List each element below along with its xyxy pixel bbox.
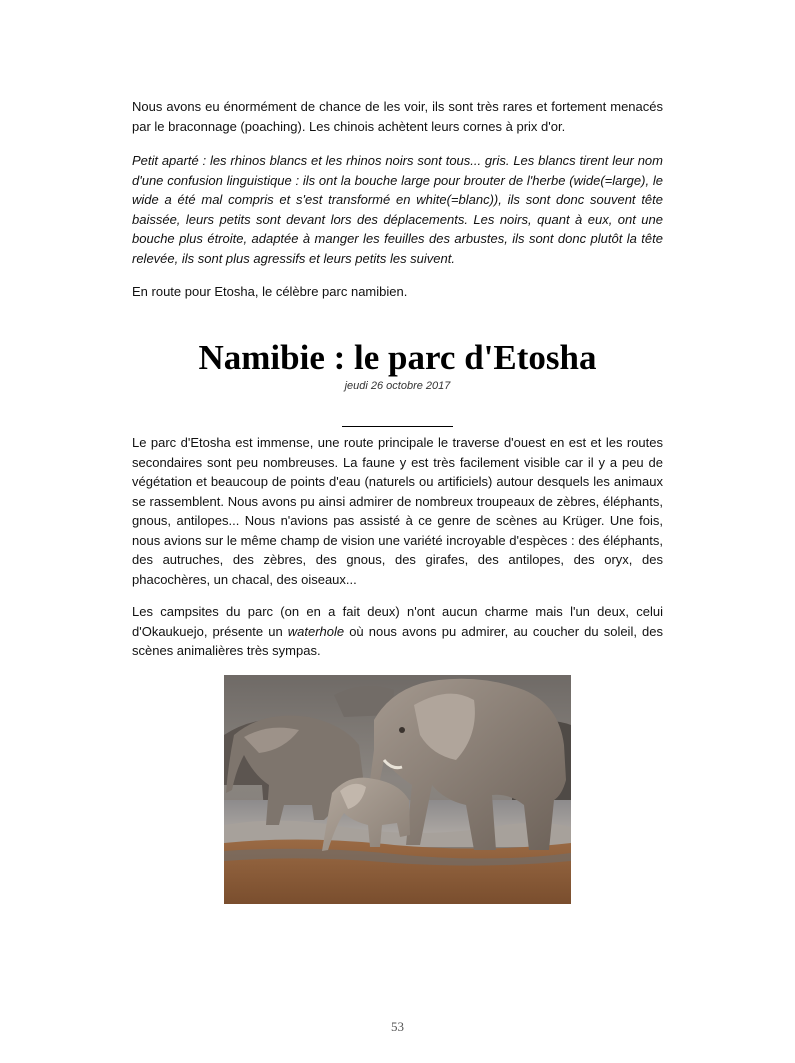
page-number: 53 [391, 1019, 404, 1034]
title-divider [342, 426, 453, 427]
paragraph-rhino-aside: Petit aparté : les rhinos blancs et les rhinos noirs sont tous... gris. Les blancs tirent leur nom d'une confusion linguistique : ils ont la bouche large pour brouter de l'herbe (wide(=large), le wide a été mal compris et s'est transformé en white(=blanc)), ils sont donc souvent tête baissée, leurs petits sont devant lors des déplacements. Les noirs, quant à eux, ont une bouche plus étroite, adaptée à manger les feuilles des arbustes, ils sont donc plutôt la tête relevée, ils sont plus agressifs et leurs petits les suivent. [132, 153, 663, 266]
paragraph-etosha-park: Le parc d'Etosha est immense, une route principale le traverse d'ouest en est et les routes secondaires sont peu nombreuses. La faune y est très facilement visible car il y a peu de végétation et beaucoup de points d'eau (naturels ou artificiels) autour desquels les animaux se rassemblent. Nous avons pu ainsi admirer de nombreux troupeaux de zèbres, éléphants, gnous, antilopes... Nous n'avions pas assisté à ce genre de scènes au Krüger. Une fois, nous avions sur le même champ de vision une variété incroyable d'espèces : des éléphants, des autruches, des zèbres, des gnous, des girafes, des antilopes, des oryx, des phacochères, un chacal, des oiseaux... [132, 435, 663, 587]
elephants-photo [224, 675, 571, 904]
paragraph-rhino-poaching: Nous avons eu énormément de chance de les voir, ils sont très rares et fortement menacés par le braconnage (poaching). Les chinois achètent leurs cornes à prix d'or. [132, 99, 663, 134]
section-title: Namibie : le parc d'Etosha [198, 338, 597, 377]
waterhole-term: waterhole [287, 623, 345, 639]
campsites-text-start: Les campsites du parc (on en a fait deux) n'ont aucun charme mais l'un deux, celui d'Okaukuejo, présente un [132, 604, 663, 639]
paragraph-route-etosha: En route pour Etosha, le célèbre parc namibien. [132, 284, 408, 299]
elephants-illustration [224, 675, 571, 904]
section-date: jeudi 26 octobre 2017 [344, 380, 451, 392]
campsites-text-end: où nous avons pu admirer, au coucher du soleil, des scènes animalières très sympas. [132, 623, 663, 658]
paragraph-campsites [132, 602, 663, 661]
